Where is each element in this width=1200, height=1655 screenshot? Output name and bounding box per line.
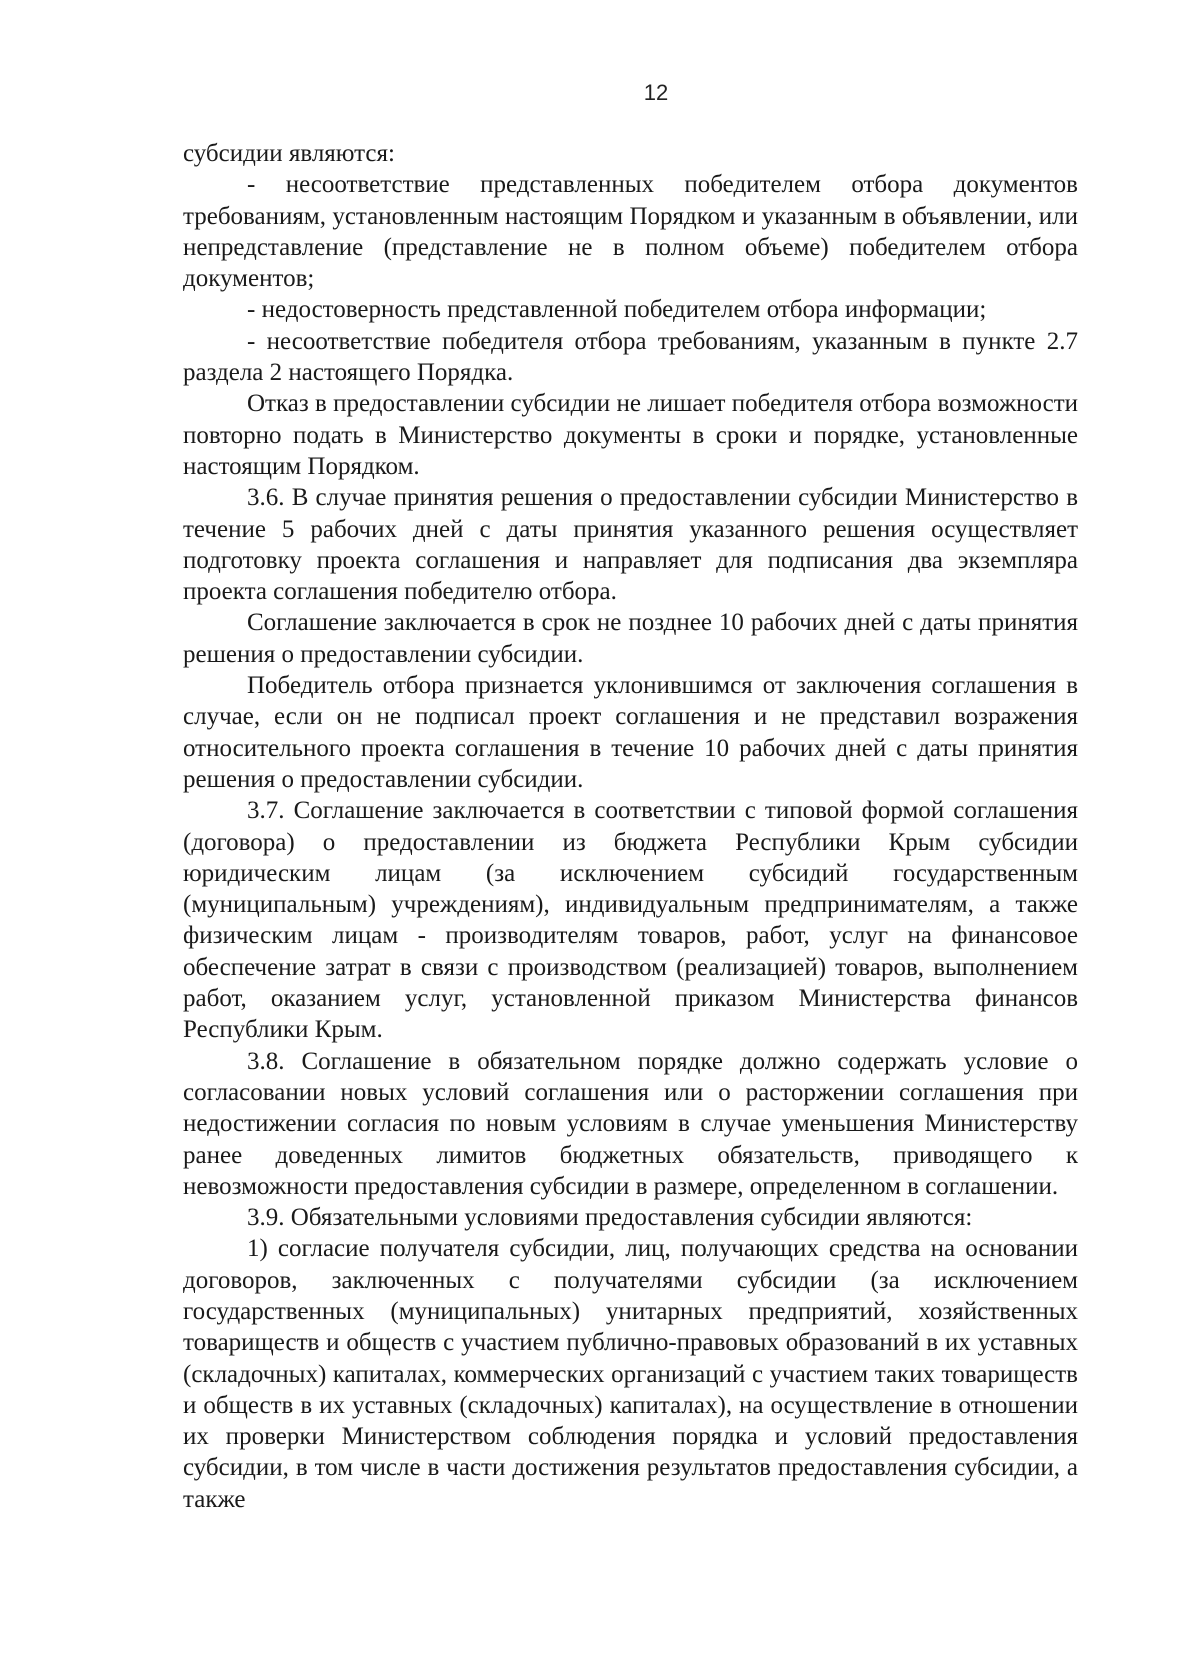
paragraph: - недостоверность представленной победителем отбора информации; — [247, 296, 987, 324]
paragraph: 3.7. Соглашение заключается в соответствии с типовой формой соглашения (договора) о предоставлении из бюджета Республики Крым субсидии юридическим лицам (за исключением субсидий государственным (муниципальным) учреждениям), индивидуальным предпринимателям, а также физическим лицам - производителям товаров, работ, услуг на финансовое обеспечение затрат в связи с производством (реализацией) товаров, выполнением работ, оказанием услуг, установленной приказом Министерства финансов Республики Крым. — [183, 797, 1078, 1044]
paragraph: 3.8. Соглашение в обязательном порядке должно содержать условие о согласовании новых условий соглашения или о расторжении соглашения при недостижении согласия по новым условиям в случае уменьшения Министерству ранее доведенных лимитов бюджетных обязательств, приводящего к невозможности предоставления субсидии в размере, определенном в соглашении. — [183, 1047, 1078, 1200]
paragraph: - несоответствие представленных победителем отбора документов требованиям, установленным настоящим Порядком и указанным в объявлении, или непредставление (представление не в полном объеме) победителем отбора документов; — [183, 171, 1078, 293]
paragraph: 3.9. Обязательными условиями предоставления субсидии являются: — [247, 1204, 973, 1232]
paragraph: 1) согласие получателя субсидии, лиц, получающих средства на основании договоров, заключенных с получателями субсидии (за исключением государственных (муниципальных) унитарных предприятий, хозяйственных товариществ и обществ с участием публично-правовых образований в их уставных (складочных) капиталах, коммерческих организаций с участием таких товариществ и обществ в их уставных (складочных) капиталах), на осуществление в отношении их проверки Министерством соблюдения порядка и условий предоставления субсидии, в том числе в части достижения результатов предоставления субсидии, а также — [183, 1235, 1078, 1513]
paragraph: субсидии являются: — [183, 140, 395, 167]
paragraph: Победитель отбора признается уклонившимся от заключения соглашения в случае, если он не подписал проект соглашения и не представил возражения относительного проекта соглашения в течение 10 рабочих дней с даты принятия решения о предоставлении субсидии. — [183, 672, 1078, 793]
paragraph: 3.6. В случае принятия решения о предоставлении субсидии Министерство в течение 5 рабочих дней с даты принятия указанного решения осуществляет подготовку проекта соглашения и направляет для подписания два экземпляра проекта соглашения победителю отбора. — [183, 484, 1078, 606]
page-number: 12 — [643, 80, 669, 105]
document-body — [183, 138, 1078, 1515]
paragraph: Соглашение заключается в срок не позднее 10 рабочих дней с даты принятия решения о предоставлении субсидии. — [183, 609, 1078, 668]
paragraph: Отказ в предоставлении субсидии не лишает победителя отбора возможности повторно подать в Министерство документы в сроки и порядке, установленные настоящим Порядком. — [183, 390, 1078, 480]
paragraph: - несоответствие победителя отбора требованиям, указанным в пункте 2.7 раздела 2 настоящего Порядка. — [183, 327, 1078, 387]
